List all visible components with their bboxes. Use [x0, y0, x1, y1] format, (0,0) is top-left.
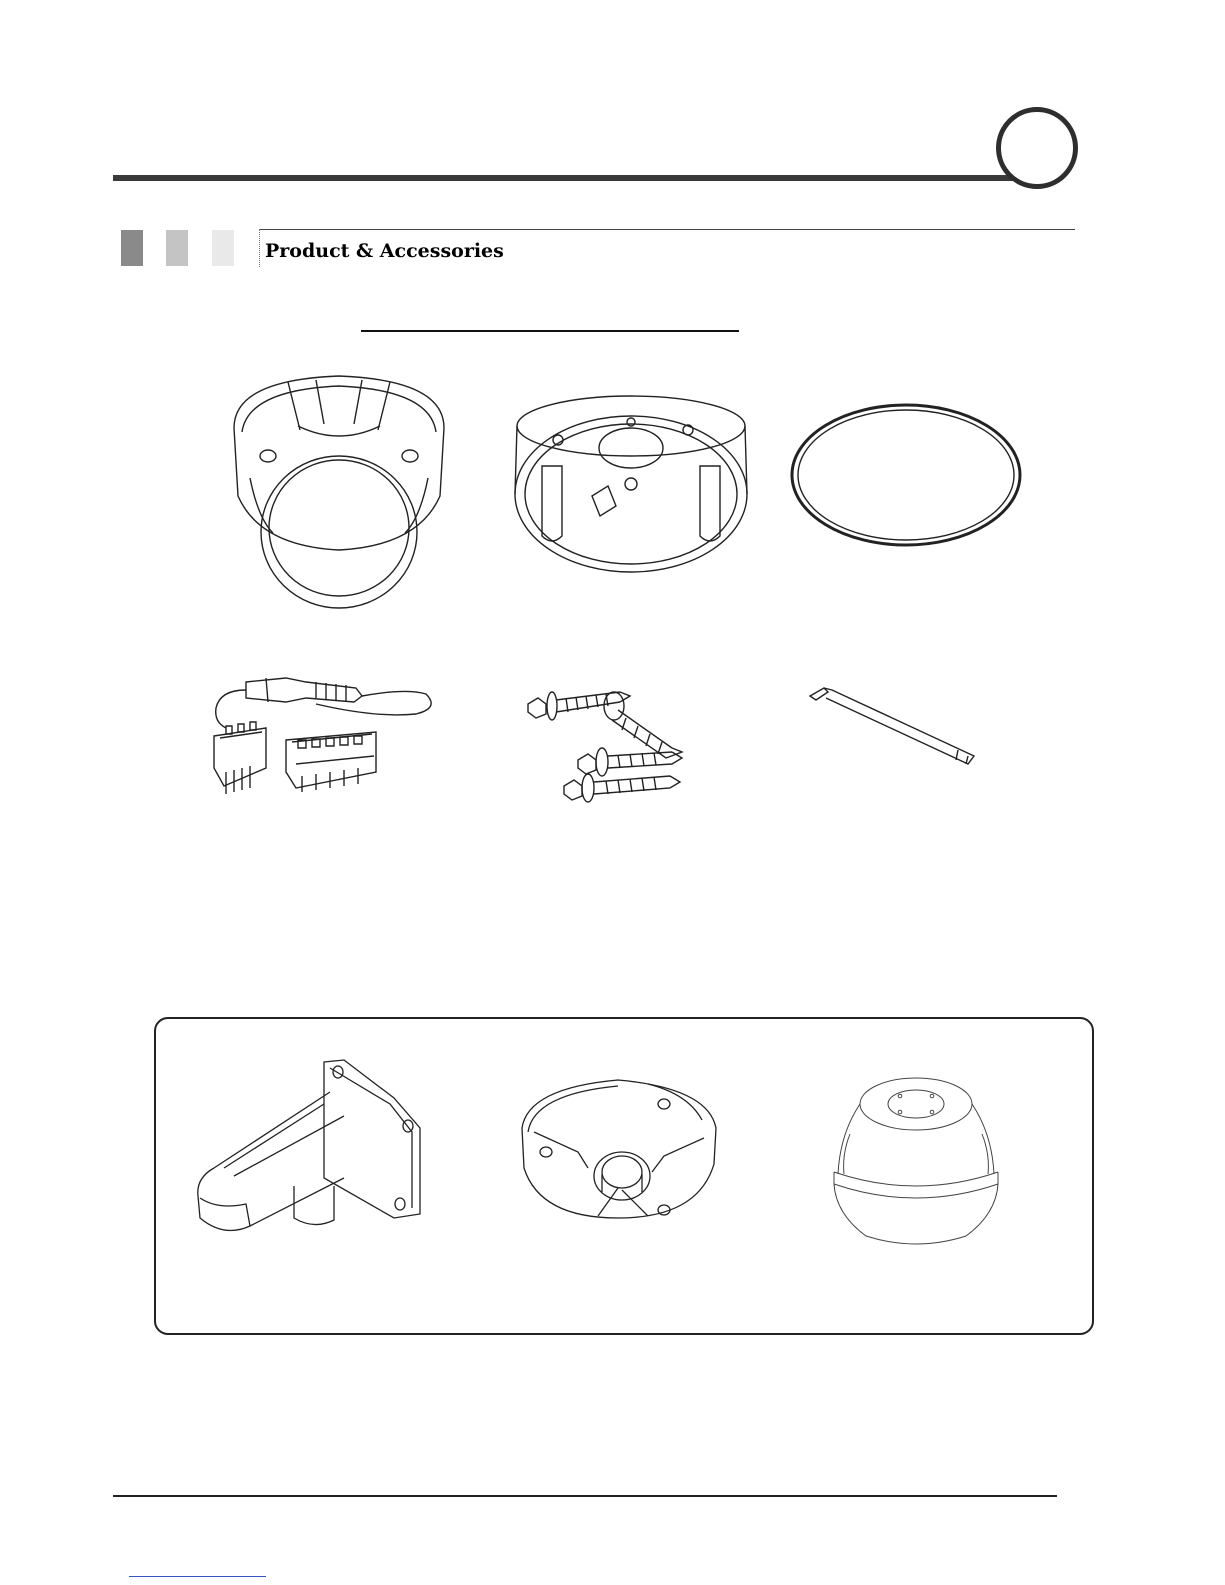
mounting-base-illustration	[512, 386, 750, 576]
section-rule-divider	[259, 229, 260, 267]
section-title: Product & Accessories	[265, 240, 504, 262]
section-rule	[259, 229, 1075, 230]
footer-underline	[129, 1576, 266, 1577]
terminal-cable-illustration	[206, 668, 438, 798]
dome-camera-illustration	[228, 368, 450, 590]
subheading-underline	[361, 330, 739, 332]
section-marker-square	[212, 230, 234, 266]
wall-mount-bracket-illustration	[194, 1058, 422, 1240]
pendant-cap-illustration	[830, 1074, 1002, 1250]
section-marker-square	[166, 230, 188, 266]
rubber-ring-illustration	[788, 402, 1024, 548]
chapter-circle-badge	[996, 107, 1078, 189]
header-rule	[113, 175, 1038, 181]
section-marker-square	[121, 230, 143, 266]
footer-rule	[113, 1495, 1057, 1497]
ceiling-adapter-illustration	[518, 1068, 720, 1224]
screw-set-illustration	[522, 678, 690, 810]
hex-wrench-illustration	[806, 684, 978, 768]
